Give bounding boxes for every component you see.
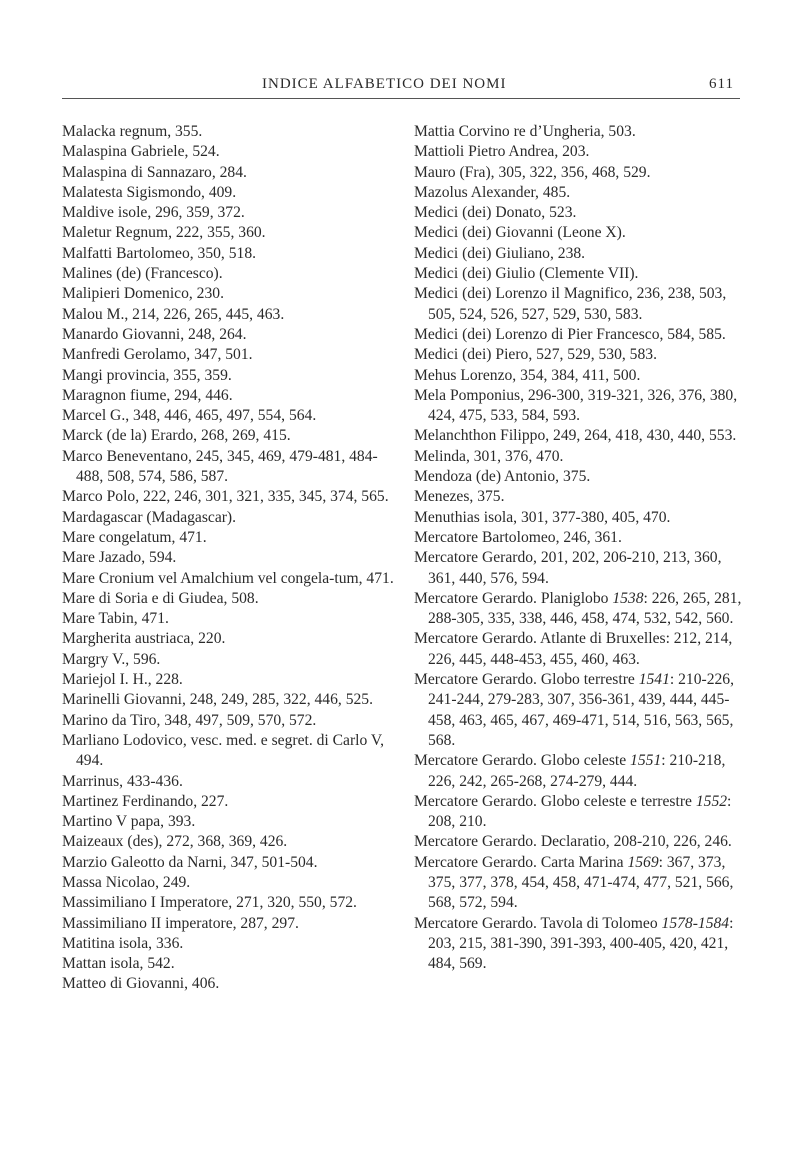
index-entry <box>414 853 752 914</box>
index-entry: Margherita austriaca, 220. <box>62 630 226 648</box>
index-entry: Mardagascar (Madagascar). <box>62 508 237 526</box>
index-entry: Malacka regnum, 355. <box>62 123 203 140</box>
index-entry: Medici (dei) Lorenzo il Magnifico, 236, 238, 503, 505, 524, 526, 527, 529, 530, 583. <box>414 285 727 323</box>
index-entry: Matitina isola, 336. <box>62 934 184 952</box>
index-entry: Medici (dei) Lorenzo di Pier Francesco, 584, 585. <box>414 325 726 343</box>
index-entry: Malines (de) (Francesco). <box>62 265 223 283</box>
index-entry <box>414 670 752 751</box>
index-entry: Marcel G., 348, 446, 465, 497, 554, 564. <box>62 407 317 425</box>
index-entry: Massa Nicolao, 249. <box>62 873 191 891</box>
index-entry: Mercatore Gerardo, 201, 202, 206-210, 213, 360, 361, 440, 576, 594. <box>414 549 722 587</box>
entry-references: : 208, 210. <box>428 792 732 831</box>
entry-year: 1541 <box>638 671 670 689</box>
entry-text: Mercatore Gerardo. Planiglobo <box>414 589 613 607</box>
index-entry: Mercatore Bartolomeo, 246, 361. <box>414 528 622 546</box>
entry-text: Mercatore Gerardo. Globo celeste <box>414 752 631 770</box>
index-entry: Malaspina Gabriele, 524. <box>62 143 220 161</box>
index-entry: Melinda, 301, 376, 470. <box>414 447 564 465</box>
index-entry: Mehus Lorenzo, 354, 384, 411, 500. <box>414 366 641 384</box>
index-entry: Malaspina di Sannazaro, 284. <box>62 163 247 181</box>
entry-references: : 210-226, 241-244, 279-283, 307, 356-361, 439, 444, 445-458, 463, 465, 467, 469-471, 514, 516, 563, 565, 568. <box>428 671 734 749</box>
index-entry: Malatesta Sigismondo, 409. <box>62 183 237 201</box>
index-column-left <box>62 122 400 995</box>
index-entry: Manfredi Gerolamo, 347, 501. <box>62 346 253 364</box>
entry-text: Mercatore Gerardo. Carta Marina <box>414 853 628 871</box>
index-entry: Mercatore Gerardo. Declaratio, 208-210, 226, 246. <box>414 833 732 851</box>
index-entry: Mattia Corvino re d’Ungheria, 503. <box>414 123 636 140</box>
index-entry: Marinelli Giovanni, 248, 249, 285, 322, 446, 525. <box>62 691 373 709</box>
index-entry: Maletur Regnum, 222, 355, 360. <box>62 224 266 242</box>
index-entry: Mazolus Alexander, 485. <box>414 183 571 201</box>
index-entry: Mare di Soria e di Giudea, 508. <box>62 589 259 607</box>
entry-year: 1552 <box>695 792 728 810</box>
page-number: 611 <box>709 76 734 92</box>
index-entry: Mattan isola, 542. <box>62 955 175 973</box>
index-entry: Marino da Tiro, 348, 497, 509, 570, 572. <box>62 711 317 729</box>
running-header <box>62 76 740 99</box>
index-entry <box>414 792 752 833</box>
index-entry: Marck (de la) Erardo, 268, 269, 415. <box>62 427 291 445</box>
index-entry: Menuthias isola, 301, 377-380, 405, 470. <box>414 508 671 526</box>
index-entry: Marco Beneventano, 245, 345, 469, 479-481, 484-488, 508, 574, 586, 587. <box>62 447 378 486</box>
index-entry: Matteo di Giovanni, 406. <box>62 975 220 993</box>
index-entry: Medici (dei) Donato, 523. <box>414 204 577 222</box>
index-entry: Marrinus, 433-436. <box>62 772 183 790</box>
index-entry <box>414 914 752 975</box>
index-entry: Maldive isole, 296, 359, 372. <box>62 204 245 222</box>
index-entry: Mariejol I. H., 228. <box>62 671 183 689</box>
index-entry: Massimiliano I Imperatore, 271, 320, 550, 572. <box>62 894 357 912</box>
index-entry: Menezes, 375. <box>414 488 505 506</box>
index-entry: Mangi provincia, 355, 359. <box>62 366 232 384</box>
index-entry: Mendoza (de) Antonio, 375. <box>414 468 591 486</box>
index-entry: Mare Cronium vel Amalchium vel congela-tum, 471. <box>62 569 394 587</box>
index-entry: Mare congelatum, 471. <box>62 528 207 546</box>
entry-year: 1569 <box>627 853 659 871</box>
index-entry: Melanchthon Filippo, 249, 264, 418, 430, 440, 553. <box>414 427 737 445</box>
entry-text: Mercatore Gerardo. Tavola di Tolomeo <box>414 914 662 932</box>
entry-text: Mercatore Gerardo. Globo terrestre <box>414 671 639 689</box>
index-entry <box>414 589 752 630</box>
index-entry: Mattioli Pietro Andrea, 203. <box>414 143 590 161</box>
index-entry: Martinez Ferdinando, 227. <box>62 792 229 810</box>
entry-year: 1578-1584 <box>661 914 730 932</box>
header-title: INDICE ALFABETICO DEI NOMI <box>262 76 507 92</box>
index-entry: Margry V., 596. <box>62 650 161 668</box>
entry-text: Mercatore Gerardo. Globo celeste e terrestre <box>414 792 696 810</box>
index-entry: Marliano Lodovico, vesc. med. e segret. di Carlo V, 494. <box>62 731 385 770</box>
index-entry: Massimiliano II imperatore, 287, 297. <box>62 914 299 932</box>
index-column-right <box>414 122 752 974</box>
entry-year: 1538 <box>612 589 644 607</box>
index-entry: Medici (dei) Giuliano, 238. <box>414 244 586 262</box>
entry-year: 1551 <box>630 752 662 770</box>
index-entry: Malipieri Domenico, 230. <box>62 285 224 303</box>
index-entry: Malfatti Bartolomeo, 350, 518. <box>62 244 257 262</box>
index-entry: Mare Tabin, 471. <box>62 610 169 628</box>
index-entry <box>414 751 752 792</box>
index-entry: Mauro (Fra), 305, 322, 356, 468, 529. <box>414 163 651 181</box>
index-entry: Marco Polo, 222, 246, 301, 321, 335, 345, 374, 565. <box>62 488 389 506</box>
index-entry: Marzio Galeotto da Narni, 347, 501-504. <box>62 853 318 871</box>
index-entry: Martino V papa, 393. <box>62 813 196 831</box>
index-entry: Manardo Giovanni, 248, 264. <box>62 325 247 343</box>
entry-references: : 210-218, 226, 242, 265-268, 274-279, 444. <box>428 752 726 790</box>
index-entry: Mare Jazado, 594. <box>62 549 177 567</box>
index-entry: Mercatore Gerardo. Atlante di Bruxelles: 212, 214, 226, 445, 448-453, 455, 460, 463. <box>414 630 733 668</box>
index-entry: Medici (dei) Giulio (Clemente VII). <box>414 265 639 283</box>
index-entry: Malou M., 214, 226, 265, 445, 463. <box>62 305 285 323</box>
entry-references: : 226, 265, 281, 288-305, 335, 338, 446, 458, 474, 532, 542, 560. <box>428 589 742 628</box>
index-entry: Medici (dei) Giovanni (Leone X). <box>414 224 626 242</box>
index-entry: Medici (dei) Piero, 527, 529, 530, 583. <box>414 346 657 364</box>
entry-references: : 203, 215, 381-390, 391-393, 400-405, 420, 421, 484, 569. <box>428 914 734 973</box>
index-entry: Mela Pomponius, 296-300, 319-321, 326, 376, 380, 424, 475, 533, 584, 593. <box>414 386 738 425</box>
index-entry: Maizeaux (des), 272, 368, 369, 426. <box>62 833 288 851</box>
entry-references: : 367, 373, 375, 377, 378, 454, 458, 471-474, 477, 521, 566, 568, 572, 594. <box>428 853 734 912</box>
index-entry: Maragnon fiume, 294, 446. <box>62 386 233 404</box>
